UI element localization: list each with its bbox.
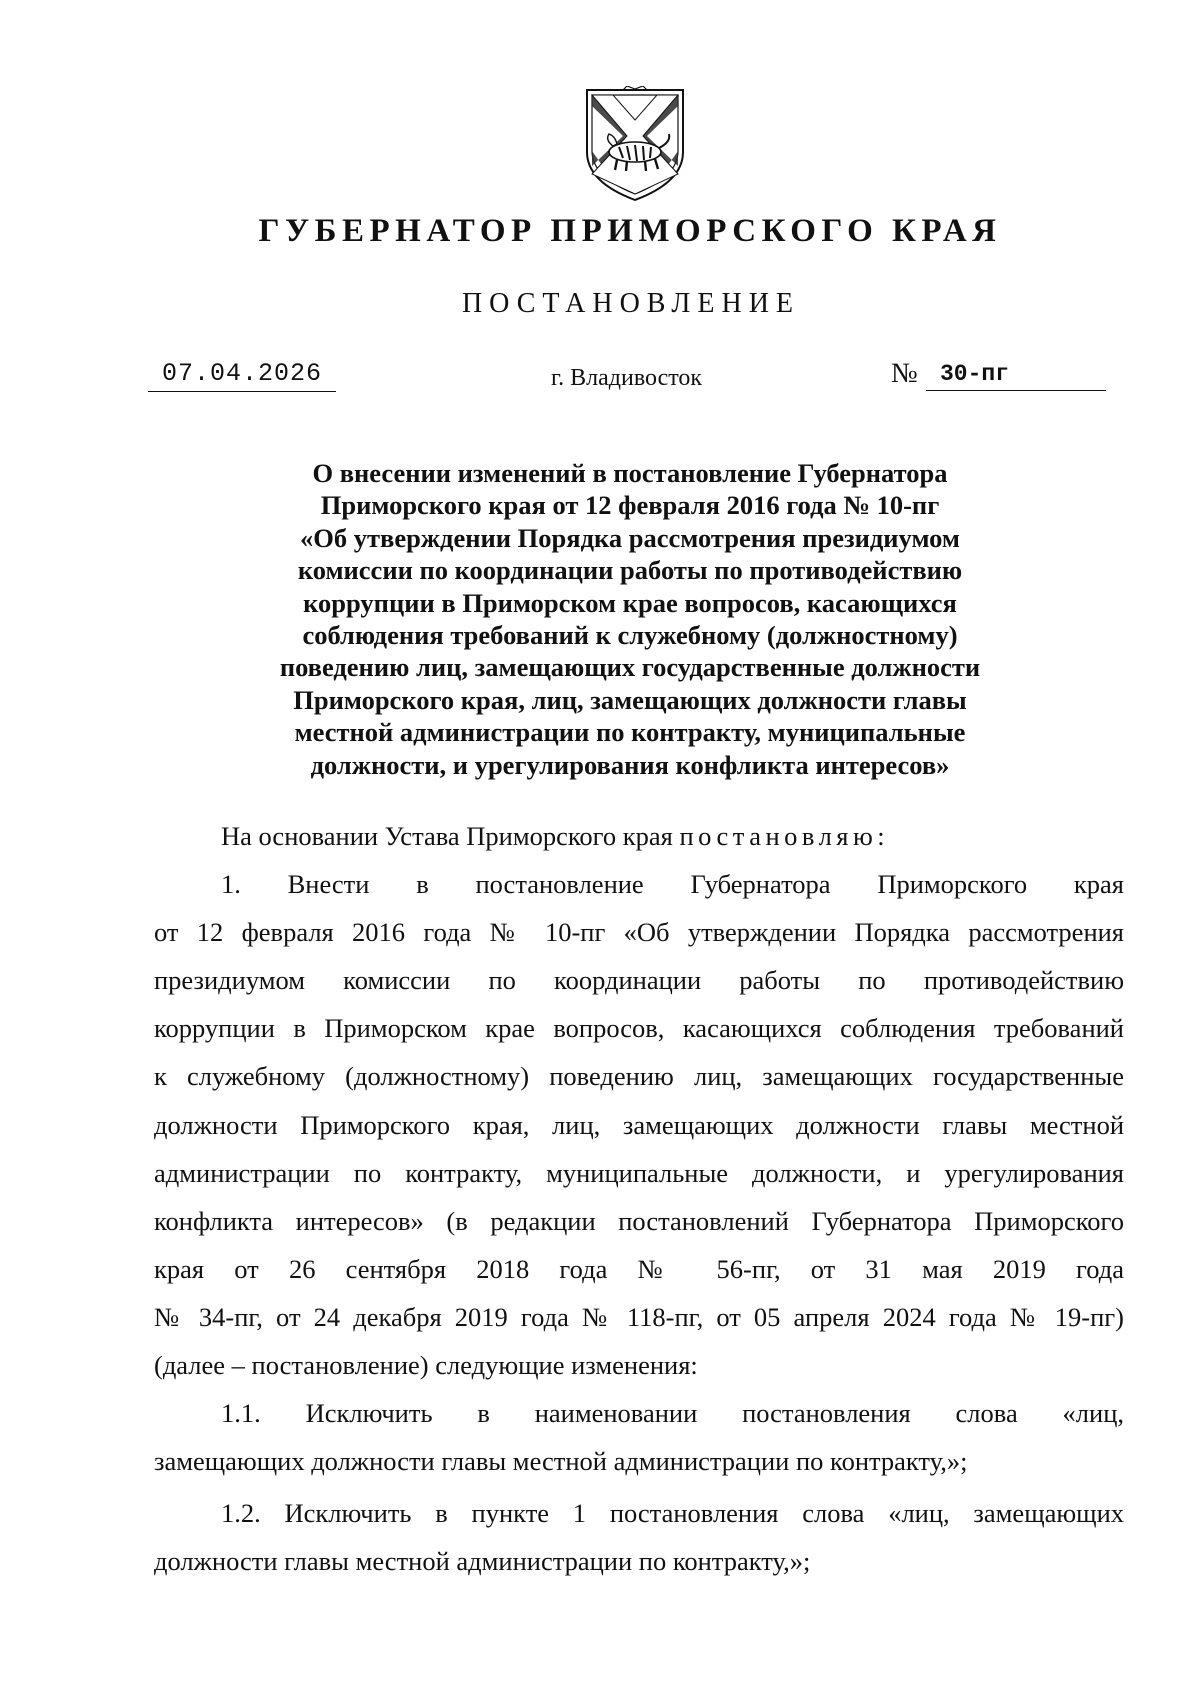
title-line: комиссии по координации работы по противодействию [297, 555, 963, 586]
item-1-1-line: 1.1. Исключить в наименовании постановления слова «лиц, [221, 1398, 1124, 1429]
item-1-line: 1. Внести в постановление Губернатора Приморского края [221, 869, 1124, 900]
item-1-line: президиумом комиссии по координации работы по противодействию [154, 965, 1124, 996]
item-1-line: (далее – постановление) следующие изменения: [154, 1350, 698, 1381]
title-line: «Об утверждении Порядка рассмотрения президиумом [300, 522, 960, 553]
document-type: ПОСТАНОВЛЕНИЕ [461, 288, 801, 319]
item-1-2-line: должности главы местной администрации по контракту,»; [154, 1546, 811, 1577]
title-line: Приморского края от 12 февраля 2016 года № 10-пг [320, 490, 940, 521]
coat-of-arms-icon [583, 86, 687, 204]
item-1-line: администрации по контракту, муниципальные должности, и урегулирования [154, 1157, 1124, 1188]
title-line: местной администрации по контракту, муниципальные [294, 717, 966, 748]
item-1-1-line: замещающих должности главы местной администрации по контракту,»; [154, 1446, 968, 1477]
item-1-line: края от 26 сентября 2018 года № 56-пг, от 31 мая 2019 года [154, 1253, 1124, 1284]
coat-of-arms-emblem [583, 86, 687, 204]
item-1-line: к служебному (должностному) поведению лиц, замещающих государственные [154, 1061, 1124, 1092]
authority-title: ГУБЕРНАТОР ПРИМОРСКОГО КРАЯ [258, 213, 1002, 249]
document-number: 30-пг [926, 358, 1106, 391]
preamble-decree-word: постановляю: [679, 821, 890, 851]
item-1-line: от 12 февраля 2016 года № 10-пг «Об утверждении Порядка рассмотрения [154, 917, 1124, 948]
number-sign: № [891, 358, 918, 389]
title-line: О внесении изменений в постановление Губернатора [312, 458, 948, 488]
item-1-line: коррупции в Приморском крае вопросов, касающихся соблюдения требований [154, 1013, 1124, 1044]
item-1-line: конфликта интересов» (в редакции постановлений Губернатора Приморского [154, 1205, 1124, 1236]
item-1-2-line: 1.2. Исключить в пункте 1 постановления слова «лиц, замещающих [221, 1498, 1124, 1529]
title-line: Приморского края, лиц, замещающих должности главы [293, 684, 967, 715]
preamble-paragraph [154, 812, 1124, 860]
title-line: поведению лиц, замещающих государственные должности [279, 652, 981, 683]
item-1-line: № 34-пг, от 24 декабря 2019 года № 118-пг, от 05 апреля 2024 года № 19-пг) [154, 1301, 1124, 1332]
title-line: должности, и урегулирования конфликта интересов» [310, 749, 950, 780]
document-title [150, 457, 1110, 781]
document-date: 07.04.2026 [148, 358, 336, 392]
title-line: коррупции в Приморском крае вопросов, касающихся [303, 587, 957, 618]
document-body [154, 812, 1124, 1586]
document-city: г. Владивосток [551, 365, 703, 391]
item-1-line: должности Приморского края, лиц, замещающих должности главы местной [154, 1109, 1124, 1140]
title-line: соблюдения требований к служебному (должностному) [302, 620, 958, 651]
preamble-text: На основании Устава Приморского края [221, 821, 673, 851]
